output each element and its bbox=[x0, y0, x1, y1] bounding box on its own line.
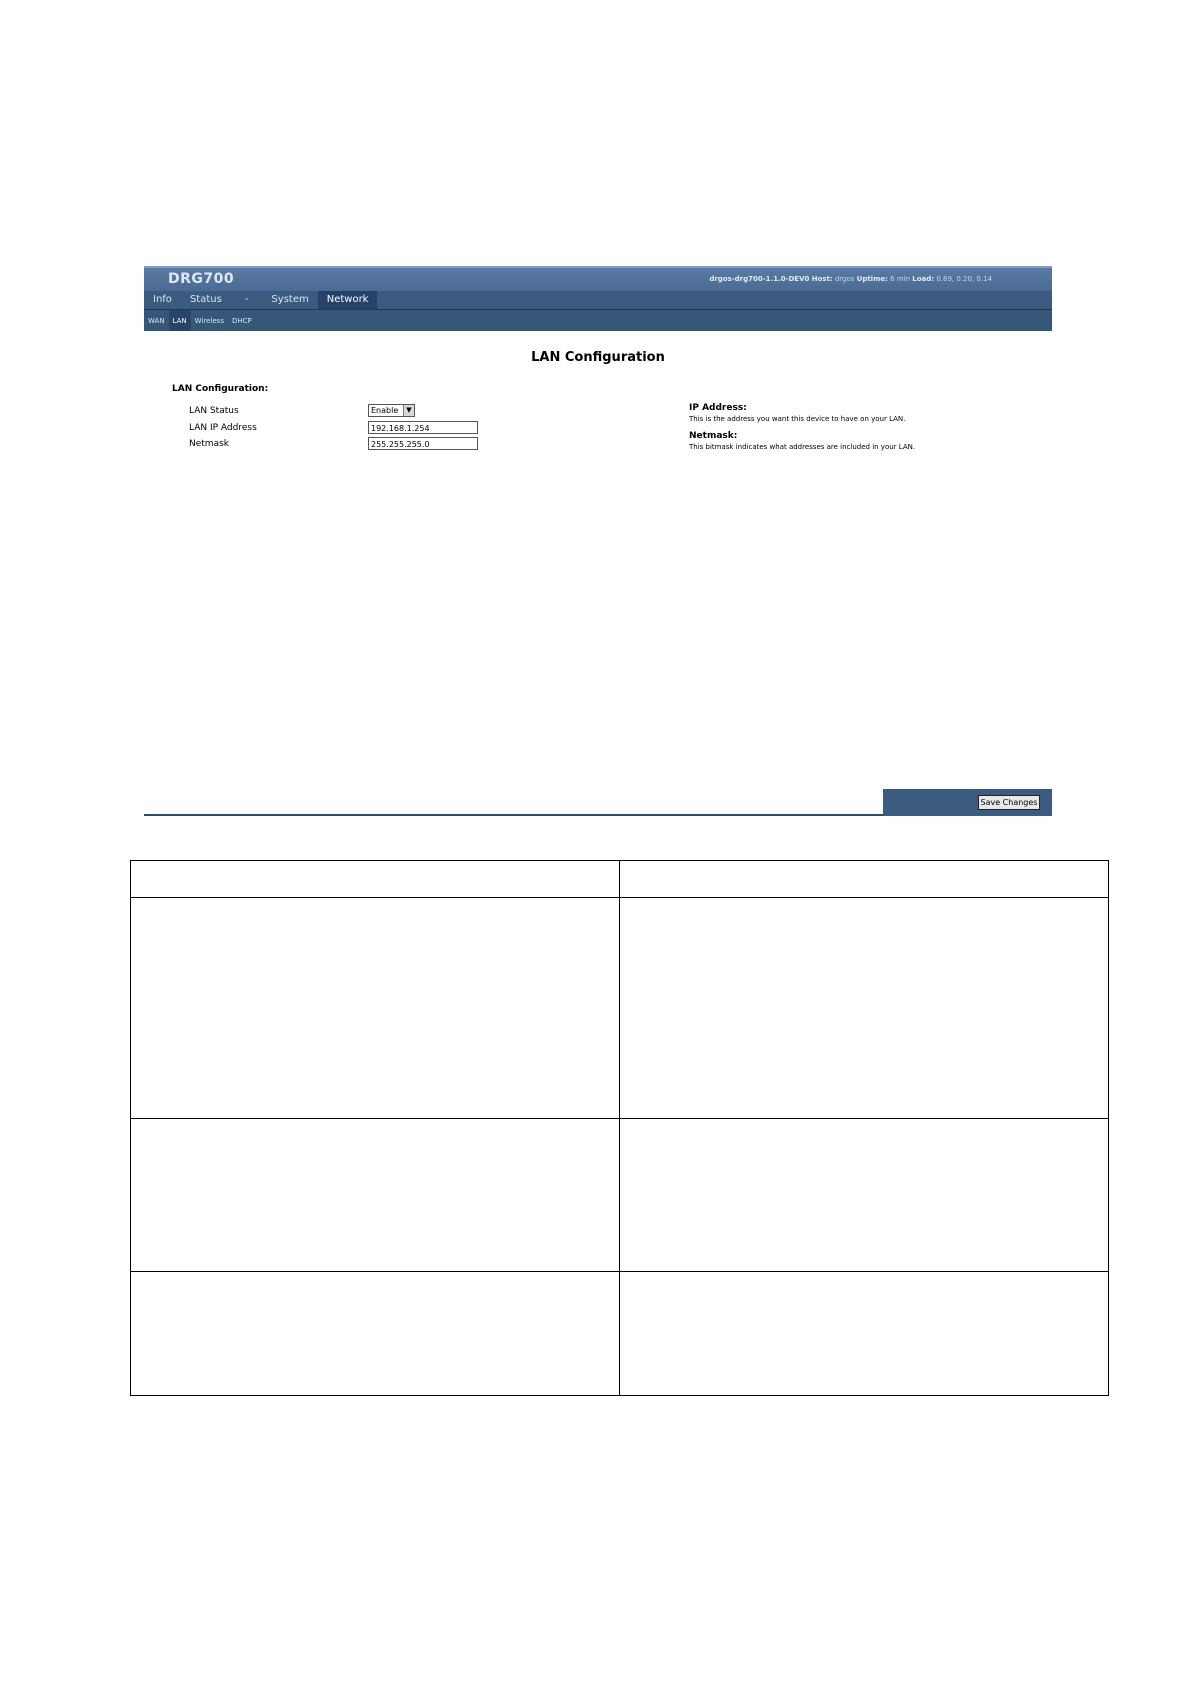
table-row-divider bbox=[131, 1118, 1108, 1119]
sub-nav-item-wireless[interactable]: Wireless bbox=[194, 317, 224, 325]
nav-item-network[interactable]: Network bbox=[318, 291, 378, 309]
load-label: Load: bbox=[912, 275, 935, 283]
help-ip-text: This is the address you want this device to have on your LAN. bbox=[689, 415, 906, 423]
nav-item-info[interactable]: Info bbox=[153, 294, 172, 305]
document-table bbox=[130, 860, 1109, 1396]
host-label: Host: bbox=[811, 275, 833, 283]
brand-logo: DRG700 bbox=[168, 271, 235, 287]
sub-nav bbox=[144, 309, 1052, 331]
sub-nav-item-wan[interactable]: WAN bbox=[148, 317, 165, 325]
uptime-label: Uptime: bbox=[856, 275, 888, 283]
nav-item-system[interactable]: System bbox=[271, 294, 309, 305]
header-bar bbox=[144, 266, 1052, 291]
main-nav bbox=[144, 291, 1052, 309]
uptime-value: 6 min bbox=[890, 275, 911, 283]
section-title: LAN Configuration: bbox=[172, 384, 269, 394]
table-column-divider bbox=[619, 861, 620, 1395]
lan-status-value: Enable bbox=[371, 406, 399, 415]
sub-nav-item-lan[interactable]: LAN bbox=[169, 310, 191, 331]
lan-ip-label: LAN IP Address bbox=[189, 423, 257, 433]
help-netmask-title: Netmask: bbox=[689, 431, 738, 441]
host-value: drgos bbox=[834, 275, 855, 283]
host-info bbox=[709, 275, 992, 283]
footer-bar bbox=[883, 789, 1052, 816]
sub-nav-item-dhcp[interactable]: DHCP bbox=[231, 317, 252, 325]
lan-status-select[interactable] bbox=[368, 404, 415, 417]
netmask-input[interactable] bbox=[368, 437, 478, 450]
nav-item-dash[interactable]: - bbox=[244, 294, 249, 305]
netmask-label: Netmask bbox=[189, 439, 229, 449]
save-changes-button[interactable]: Save Changes bbox=[978, 795, 1040, 810]
help-ip-title: IP Address: bbox=[689, 403, 747, 413]
table-row-divider bbox=[131, 1271, 1108, 1272]
load-value: 0.69, 0.20, 0.14 bbox=[936, 275, 992, 283]
nav-item-status[interactable]: Status bbox=[189, 294, 222, 305]
firmware-version: drgos-drg700-1.1.0-DEV0 bbox=[709, 275, 810, 283]
table-row-divider bbox=[131, 897, 1108, 898]
chevron-down-icon: ▼ bbox=[403, 405, 414, 416]
help-netmask-text: This bitmask indicates what addresses are included in your LAN. bbox=[689, 443, 916, 451]
lan-status-label: LAN Status bbox=[189, 406, 239, 416]
page-title: LAN Configuration bbox=[531, 350, 665, 365]
lan-ip-input[interactable] bbox=[368, 421, 478, 434]
router-admin-screenshot bbox=[144, 266, 1052, 816]
